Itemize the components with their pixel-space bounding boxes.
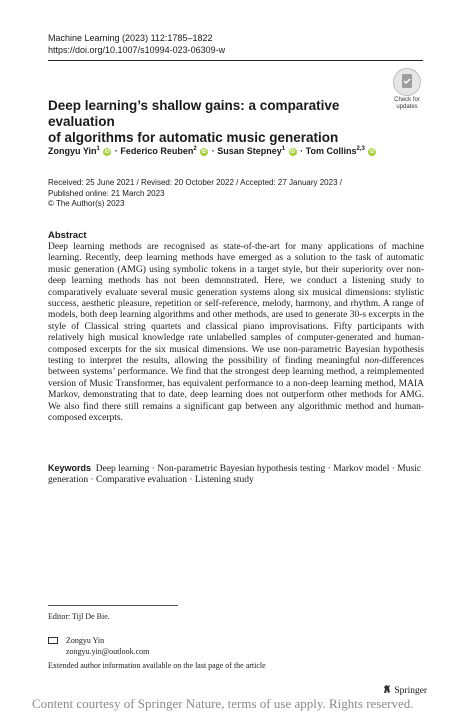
author-separator: · — [209, 146, 218, 156]
corresponding-email[interactable]: zongyu.yin@outlook.com — [66, 647, 150, 656]
envelope-icon — [48, 637, 58, 644]
author-name[interactable]: Zongyu Yin — [48, 146, 97, 156]
affiliation-ref: 2,3 — [356, 146, 365, 152]
keywords — [48, 463, 424, 487]
courtesy-watermark: Content courtesy of Springer Nature, terms of use apply. Rights reserved. — [32, 696, 414, 711]
abstract-body: Deep learning methods are recognised as state-of-the-art for many applications of machine learning. Recently, deep learning methods have emerged as a solution to the task of automatic music generation (AMG) using symbolic tokens in a target style, but their superiority over non-deep learning methods has not been demonstrated. Here, we conduct a listening study to comparatively evaluate several music generation systems along six musical dimensions: stylistic success, aesthetic pleasure, repetition or self-reference, melody, harmony, and rhythm. A range of models, both deep learning algorithms and other methods, are used to generate 30-s excerpts in the style of Classical string quartets and classical piano improvisations. Fifty participants with relatively high musical knowledge rate unlabelled samples of computer-generated and human-composed excerpts for the six musical dimensions. We use non-parametric Bayesian hypothesis testing to interpret the results, allowing the possibility of finding meaningful non-differences between systems’ performance. We find that the strongest deep learning method, a reimplemented version of Music Transformer, has equivalent performance to a non-deep learning method, MAIA Markov, demonstrating that to date, deep learning does not outperform other methods for AMG. We also find there still remains a significant gap between any algorithmic method and human-composed excerpts. — [48, 242, 424, 424]
journal-citation: Machine Learning (2023) 112:1785–1822 — [48, 33, 213, 43]
check-for-updates-badge[interactable] — [390, 68, 424, 111]
footnote-rule — [48, 605, 178, 606]
orcid-icon[interactable]: iD — [201, 148, 207, 155]
author-name[interactable]: Federico Reuben — [120, 146, 194, 156]
orcid-icon[interactable]: iD — [104, 148, 110, 155]
publisher-logo — [382, 684, 427, 696]
springer-horse-icon — [382, 684, 392, 694]
header-rule — [48, 60, 423, 61]
abstract-heading: Abstract — [48, 230, 87, 241]
author-name[interactable]: Susan Stepney — [217, 146, 282, 156]
corresponding-name: Zongyu Yin — [66, 636, 105, 645]
check-updates-label: Check for updates — [394, 97, 420, 110]
editor-note: Editor: Tijl De Bie. — [48, 612, 110, 621]
publisher-name: Springer — [394, 686, 428, 696]
author-separator: · — [297, 146, 306, 156]
orcid-icon[interactable]: iD — [369, 148, 375, 155]
doi-link[interactable]: https://doi.org/10.1007/s10994-023-06309-w — [48, 45, 226, 55]
journal-header — [48, 32, 225, 56]
corresponding-author — [48, 635, 149, 657]
affiliation-ref: 2 — [193, 146, 197, 152]
affiliation-ref: 1 — [96, 146, 100, 152]
article-dates: Received: 25 June 2021 / Revised: 20 October 2022 / Accepted: 27 January 2023 / Published online: 21 March 2023 © The Author(s) 2023 — [48, 178, 342, 208]
keywords-text: Deep learning · Non-parametric Bayesian hypothesis testing · Markov model · Music generation · Comparative evaluation · Listening study — [48, 464, 422, 486]
author-list — [48, 146, 377, 156]
affiliation-ref: 1 — [281, 146, 286, 152]
keywords-heading: Keywords — [48, 463, 92, 473]
check-updates-icon — [393, 68, 421, 96]
extended-author-info: Extended author information available on the last page of the article — [48, 661, 266, 670]
orcid-icon[interactable]: iD — [290, 148, 296, 155]
author-name[interactable]: Tom Collins — [305, 146, 357, 156]
article-title: Deep learning’s shallow gains: a comparative evaluation of algorithms for automatic music generation — [48, 98, 340, 145]
author-separator: · — [112, 146, 121, 156]
